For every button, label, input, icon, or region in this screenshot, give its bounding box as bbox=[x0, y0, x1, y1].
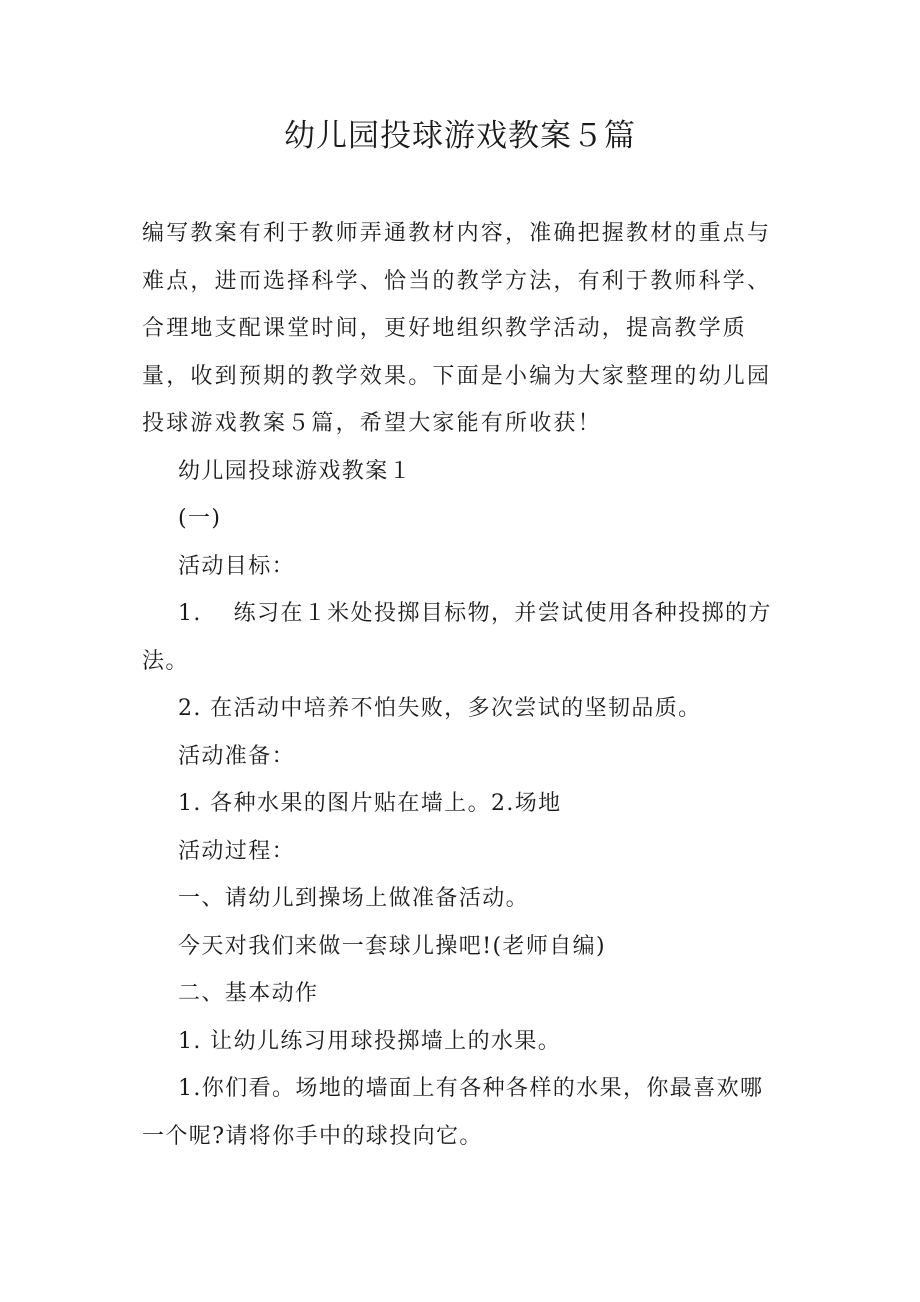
preparation-item: 1. 各种水果的图片贴在墙上。2.场地 bbox=[178, 791, 562, 816]
goal-item: 2. 在活动中培养不怕失败，多次尝试的坚韧品质。 bbox=[178, 696, 702, 721]
process-item: 1. 让幼儿练习用球投掷墙上的水果。 bbox=[178, 1028, 562, 1054]
intro-paragraph: 编写教案有利于教师弄通教材内容，准确把握教材的重点与难点，进而选择科学、恰当的教学方法，有利于教师科学、合理地支配课堂时间，更好地组织教学活动，提高教学质量，收到预期的教学效果。下面是小编为大家整理的幼儿园投球游戏教案５篇，希望大家能有所收获！ bbox=[142, 221, 772, 436]
process-step: 二、基本动作 bbox=[178, 981, 319, 1006]
process-step: 一、请幼儿到操场上做准备活动。 bbox=[178, 886, 530, 911]
process-text: 今天对我们来做一套球儿操吧!(老师自编) bbox=[178, 933, 607, 959]
process-heading: 活动过程： bbox=[178, 838, 296, 864]
subsection-marker: (一) bbox=[178, 506, 222, 531]
process-text: 1.你们看。场地的墙面上有各种各样的水果，你最喜欢哪一个呢?请将你手中的球投向它。 bbox=[142, 1076, 764, 1149]
preparation-heading: 活动准备： bbox=[178, 743, 296, 769]
goals-heading: 活动目标： bbox=[178, 553, 296, 579]
section-heading: 幼儿园投球游戏教案１ bbox=[178, 458, 413, 484]
goal-item: 1. 练习在１米处投掷目标物，并尝试使用各种投掷的方法。 bbox=[142, 601, 772, 674]
document-body bbox=[142, 210, 782, 1160]
document-title: 幼儿园投球游戏教案５篇 bbox=[284, 118, 636, 154]
